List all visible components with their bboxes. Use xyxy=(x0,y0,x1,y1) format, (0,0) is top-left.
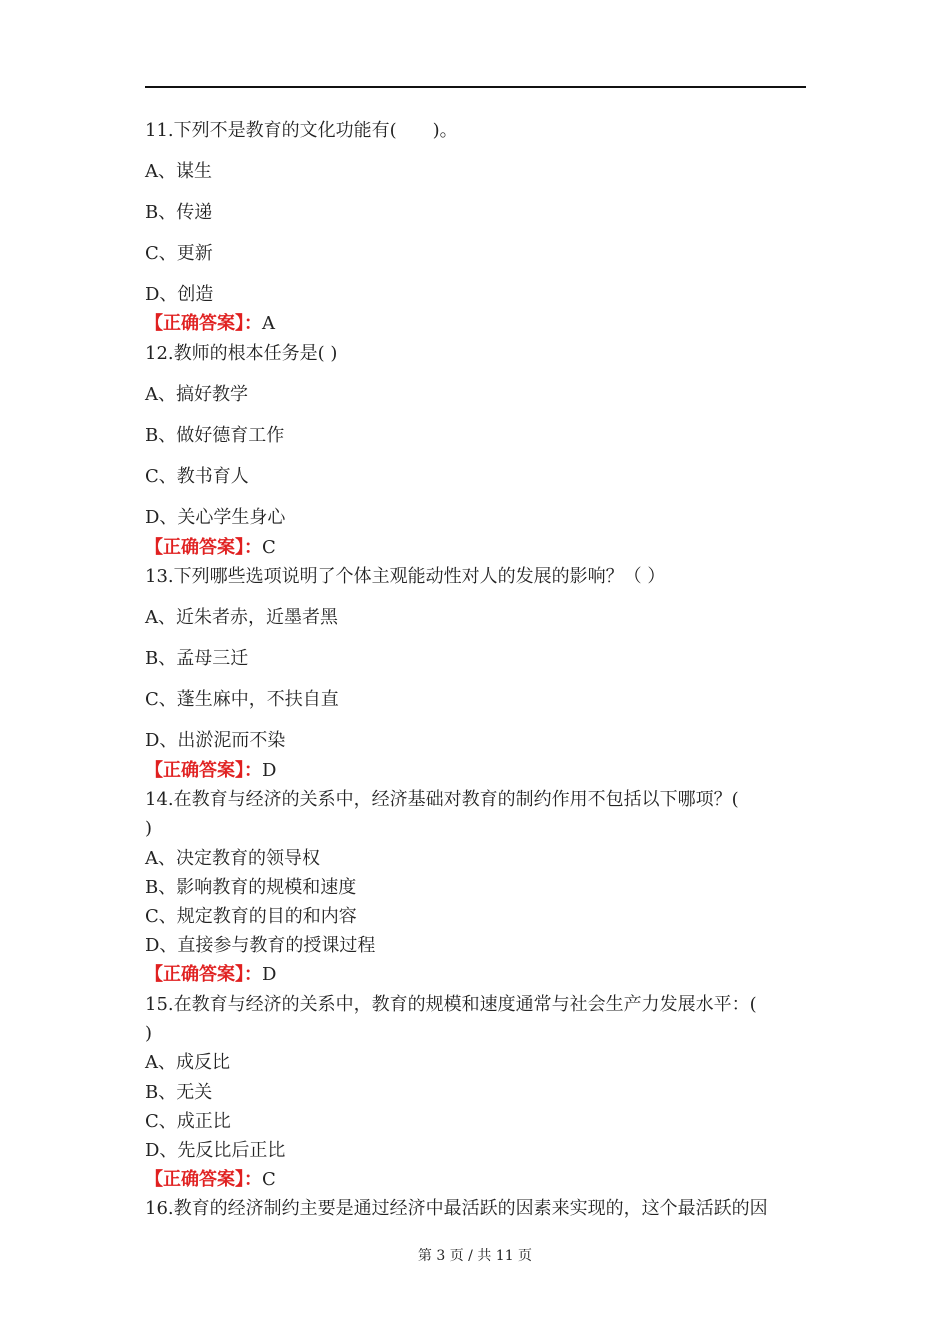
question-13-text: 13.下列哪些选项说明了个体主观能动性对人的发展的影响？（ ） xyxy=(145,566,666,587)
q12-option-c: C、教书育人 xyxy=(145,466,249,487)
question-15-text-cont: ) xyxy=(145,1023,153,1044)
q14-option-b: B、影响教育的规模和速度 xyxy=(145,877,357,898)
q11-answer-row xyxy=(145,312,275,336)
q14-option-a: A、决定教育的领导权 xyxy=(145,848,320,869)
q14-answer: D xyxy=(262,964,277,985)
question-16-text: 16.教育的经济制约主要是通过经济中最活跃的因素来实现的，这个最活跃的因 xyxy=(145,1198,768,1219)
q15-option-c: C、成正比 xyxy=(145,1111,231,1132)
q13-option-b: B、孟母三迁 xyxy=(145,648,249,669)
answer-label: 【正确答案】： xyxy=(145,537,262,558)
q11-option-b: B、传递 xyxy=(145,202,213,223)
q12-option-d: D、关心学生身心 xyxy=(145,507,286,528)
answer-label: 【正确答案】： xyxy=(145,964,262,985)
q15-option-a: A、成反比 xyxy=(145,1052,230,1073)
q11-option-d: D、创造 xyxy=(145,284,214,305)
answer-label: 【正确答案】： xyxy=(145,313,262,334)
q15-answer-row xyxy=(145,1168,276,1192)
q11-option-c: C、更新 xyxy=(145,243,213,264)
q12-option-b: B、做好德育工作 xyxy=(145,425,285,446)
q11-option-a: A、谋生 xyxy=(145,161,212,182)
q12-answer-row xyxy=(145,536,276,560)
q15-option-d: D、先反比后正比 xyxy=(145,1140,286,1161)
q13-option-c: C、蓬生麻中，不扶自直 xyxy=(145,689,339,710)
q13-answer: D xyxy=(262,760,277,781)
q14-option-c: C、规定教育的目的和内容 xyxy=(145,906,357,927)
question-11-text: 11.下列不是教育的文化功能有( )。 xyxy=(145,120,458,141)
question-14-text: 14.在教育与经济的关系中，经济基础对教育的制约作用不包括以下哪项？( xyxy=(145,789,739,810)
question-12-text: 12.教师的根本任务是( ) xyxy=(145,343,338,364)
answer-label: 【正确答案】： xyxy=(145,1169,262,1190)
q15-answer: C xyxy=(262,1169,276,1190)
answer-label: 【正确答案】： xyxy=(145,760,262,781)
q11-answer: A xyxy=(262,313,275,334)
q13-answer-row xyxy=(145,759,276,783)
header-rule xyxy=(145,86,806,88)
q13-option-d: D、出淤泥而不染 xyxy=(145,730,286,751)
q12-option-a: A、搞好教学 xyxy=(145,384,248,405)
question-15-text: 15.在教育与经济的关系中，教育的规模和速度通常与社会生产力发展水平：( xyxy=(145,994,757,1015)
q14-answer-row xyxy=(145,963,276,987)
q12-answer: C xyxy=(262,537,276,558)
q13-option-a: A、近朱者赤，近墨者黑 xyxy=(145,607,338,628)
q15-option-b: B、无关 xyxy=(145,1082,213,1103)
question-14-text-cont: ) xyxy=(145,818,153,839)
q14-option-d: D、直接参与教育的授课过程 xyxy=(145,935,376,956)
page-footer: 第 3 页 / 共 11 页 xyxy=(417,1248,533,1264)
